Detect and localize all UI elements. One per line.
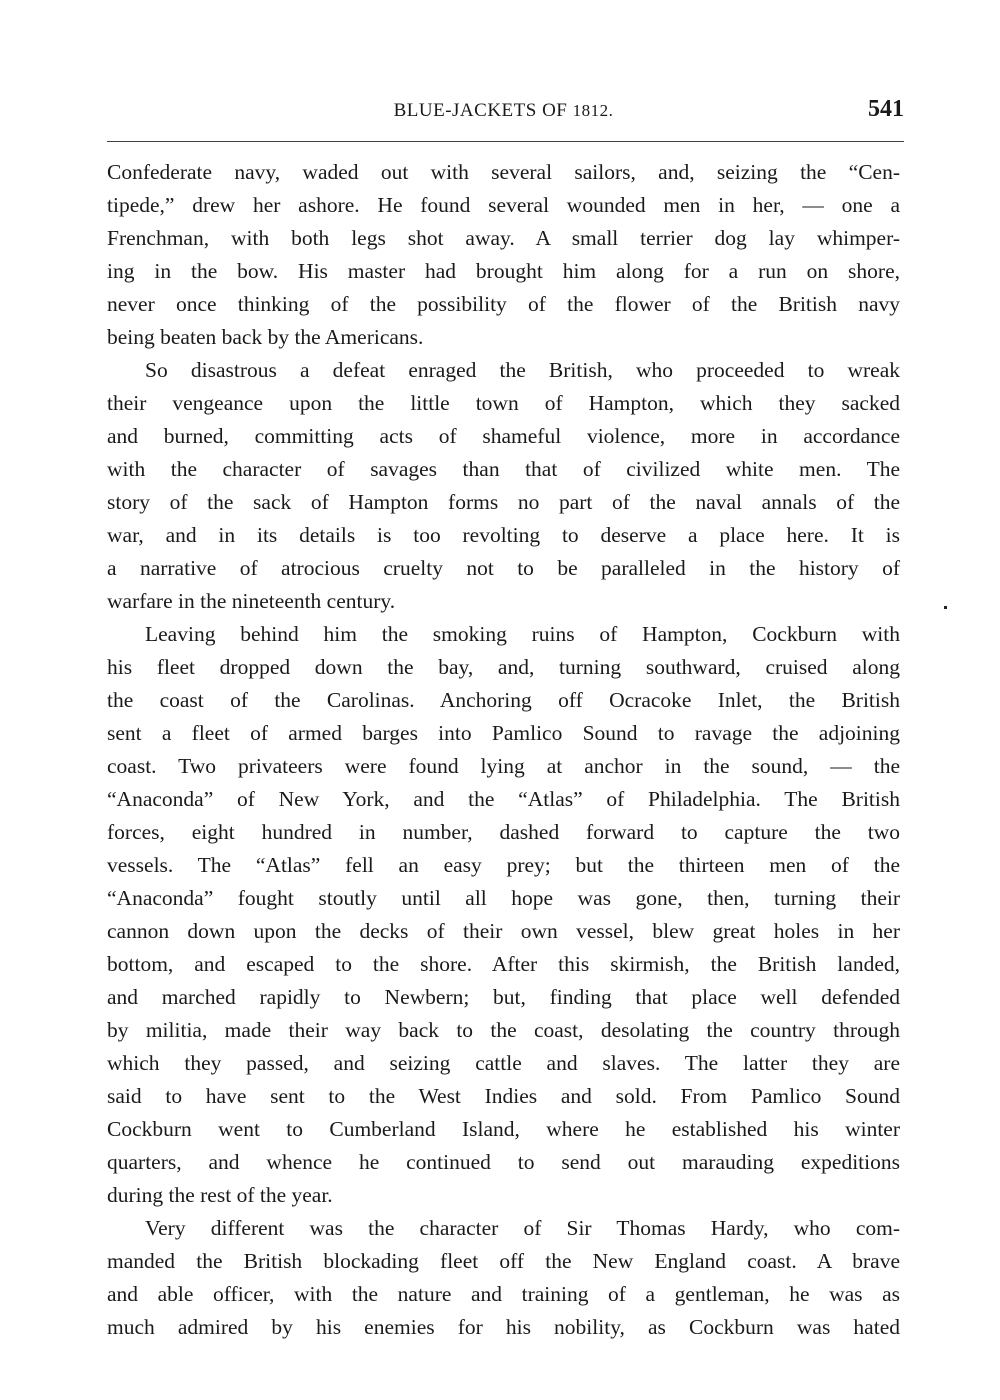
text-line: manded the British blockading fleet off the New England coast. A brave — [107, 1249, 900, 1273]
text-line: which they passed, and seizing cattle and slaves. The latter they are — [107, 1051, 900, 1075]
text-line: cannon down upon the decks of their own vessel, blew great holes in her — [107, 919, 900, 943]
text-line: the coast of the Carolinas. Anchoring off Ocracoke Inlet, the British — [107, 688, 900, 712]
text-line: and able officer, with the nature and training of a gentleman, he was as — [107, 1282, 900, 1306]
text-line: tipede,” drew her ashore. He found several wounded men in her, — one a — [107, 193, 900, 217]
text-line: “Anaconda” of New York, and the “Atlas” of Philadelphia. The British — [107, 787, 900, 811]
text-line: and marched rapidly to Newbern; but, finding that place well defended — [107, 985, 900, 1009]
running-header — [107, 96, 904, 136]
text-line: vessels. The “Atlas” fell an easy prey; but the thirteen men of the — [107, 853, 900, 877]
text-line: Very different was the character of Sir Thomas Hardy, who com- — [145, 1216, 900, 1240]
running-title-year: 1812. — [572, 101, 614, 120]
running-title — [107, 100, 900, 122]
text-line: by militia, made their way back to the coast, desolating the country through — [107, 1018, 900, 1042]
text-line: Leaving behind him the smoking ruins of Hampton, Cockburn with — [145, 622, 900, 646]
text-line: ing in the bow. His master had brought him along for a run on shore, — [107, 259, 900, 283]
body-text — [107, 156, 900, 1344]
running-title-text: BLUE-JACKETS OF — [393, 100, 568, 121]
text-line: So disastrous a defeat enraged the British, who proceeded to wreak — [145, 358, 900, 382]
text-line: sent a fleet of armed barges into Pamlico Sound to ravage the adjoining — [107, 721, 900, 745]
paragraph — [107, 156, 900, 354]
page-number: 541 — [868, 96, 904, 122]
text-line: never once thinking of the possibility of the flower of the British navy — [107, 292, 900, 316]
text-line: Cockburn went to Cumberland Island, where he established his winter — [107, 1117, 900, 1141]
text-line: with the character of savages than that of civilized white men. The — [107, 457, 900, 481]
text-line: story of the sack of Hampton forms no part of the naval annals of the — [107, 490, 900, 514]
text-line: during the rest of the year. — [107, 1183, 333, 1207]
text-line: his fleet dropped down the bay, and, turning southward, cruised along — [107, 655, 900, 679]
paragraph — [107, 1212, 900, 1344]
text-line: said to have sent to the West Indies and sold. From Pamlico Sound — [107, 1084, 900, 1108]
text-line: bottom, and escaped to the shore. After this skirmish, the British landed, — [107, 952, 900, 976]
text-line: their vengeance upon the little town of Hampton, which they sacked — [107, 391, 900, 415]
text-line: being beaten back by the Americans. — [107, 325, 424, 349]
text-line: war, and in its details is too revolting to deserve a place here. It is — [107, 523, 900, 547]
text-line: “Anaconda” fought stoutly until all hope was gone, then, turning their — [107, 886, 900, 910]
text-line: quarters, and whence he continued to send out marauding expeditions — [107, 1150, 900, 1174]
text-line: much admired by his enemies for his nobility, as Cockburn was hated — [107, 1315, 900, 1339]
text-line: coast. Two privateers were found lying at anchor in the sound, — the — [107, 754, 900, 778]
text-line: Confederate navy, waded out with several sailors, and, seizing the “Cen- — [107, 160, 900, 184]
text-line: and burned, committing acts of shameful violence, more in accordance — [107, 424, 900, 448]
text-line: a narrative of atrocious cruelty not to be paralleled in the history of — [107, 556, 900, 580]
paragraph — [107, 618, 900, 1212]
text-line: Frenchman, with both legs shot away. A small terrier dog lay whimper- — [107, 226, 900, 250]
text-line: warfare in the nineteenth century. — [107, 589, 396, 613]
paragraph — [107, 354, 900, 618]
stray-ink-mark — [944, 606, 947, 609]
text-line: forces, eight hundred in number, dashed forward to capture the two — [107, 820, 900, 844]
header-rule — [107, 141, 904, 142]
